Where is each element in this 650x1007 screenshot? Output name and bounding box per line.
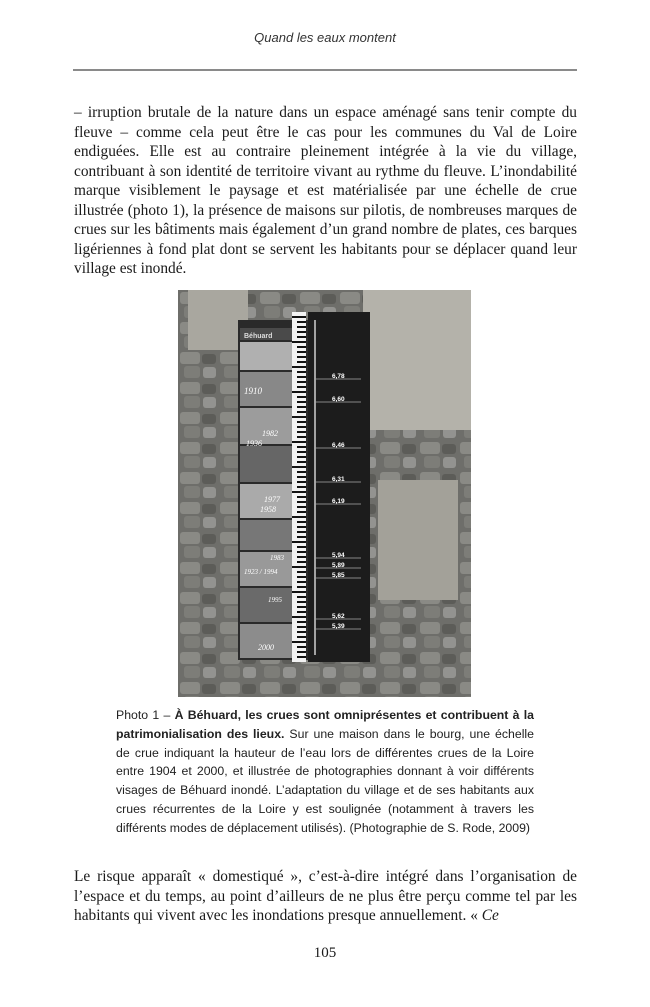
scale-tick [292, 416, 306, 418]
paragraph-2-text: Le risque apparaît « domestiqué », c’est-à-dire intégré dans l’organisation de l’espace et du temps, au point d’ailleurs de ne plus être perçu comme tel par les habitants qui vivent avec les inondations presque annuellement. « [74, 868, 577, 924]
scale-tick [292, 591, 306, 593]
scale-tick [297, 651, 306, 653]
scale-tick [297, 526, 306, 528]
year-label: 1977 [264, 495, 280, 504]
scale-tick [297, 581, 306, 583]
scale-tick [297, 656, 306, 658]
scale-tick [292, 616, 306, 618]
scale-tick [297, 531, 306, 533]
scale-tick [292, 441, 306, 443]
scale-tick [297, 321, 306, 323]
caption-prefix: Photo 1 – [116, 708, 175, 722]
scale-tick [292, 366, 306, 368]
svg-text:5,39: 5,39 [332, 623, 345, 630]
scale-tick [297, 596, 306, 598]
scale-tick [292, 641, 306, 643]
scale-tick [297, 326, 306, 328]
scale-tick [297, 451, 306, 453]
header-rule [73, 69, 577, 71]
page-number: 105 [313, 945, 337, 961]
paragraph-2-italic: Ce [481, 907, 499, 924]
scale-tick [297, 496, 306, 498]
photo-caption [116, 706, 534, 838]
paragraph-2 [74, 867, 577, 926]
scale-tick [297, 401, 306, 403]
caption-title: À Béhuard, les crues sont omniprésentes et contribuent à la patrimonialisation des lieux. [116, 708, 534, 741]
scale-tick [297, 411, 306, 413]
paragraph-1: – irruption brutale de la nature dans un espace aménagé sans tenir compte du fleuve – comme cela peut être le cas pour les communes du Val de Loire endiguées. Elle est au contraire pleinement intégrée à la vie du village, contribuant à son identité de territoire vivant au rythme du fleuve. L’inondabilité marque visiblement le paysage et est matérialisée par une échelle de crue illustrée (photo 1), la présence de maisons sur pilotis, de nombreuses marques de crues sur les bâtiments mais également d’un grand nombre de plates, ces barques ligériennes à fond plat dont se servent les habitants pour se déplacer quand leur village est inondé. [74, 104, 577, 277]
scale-tick [297, 476, 306, 478]
scale-tick [297, 461, 306, 463]
scale-tick [297, 626, 306, 628]
scale-tick [297, 576, 306, 578]
scale-tick [297, 501, 306, 503]
scale-tick [297, 381, 306, 383]
scale-tick [297, 421, 306, 423]
scale-tick [297, 586, 306, 588]
photo-illustration [178, 290, 471, 697]
scale-tick [297, 446, 306, 448]
scale-tick [297, 646, 306, 648]
sign-title: Béhuard [244, 333, 273, 340]
scale-tick [297, 456, 306, 458]
scale-tick [292, 341, 306, 343]
scale-tick [297, 386, 306, 388]
scale-tick [297, 426, 306, 428]
scale-tick [297, 346, 306, 348]
svg-text:6,46: 6,46 [332, 442, 345, 449]
scale-tick [297, 376, 306, 378]
running-title: Quand les eaux montent [254, 30, 396, 45]
year-label: 1923 / 1994 [244, 568, 278, 576]
svg-text:6,78: 6,78 [332, 373, 345, 380]
scale-tick [297, 396, 306, 398]
scale-tick [292, 491, 306, 493]
scale-tick [297, 621, 306, 623]
scale-tick [297, 431, 306, 433]
svg-text:5,89: 5,89 [332, 562, 345, 569]
light-stone-block [363, 290, 471, 430]
year-label: 1910 [244, 386, 262, 396]
scale-tick [297, 571, 306, 573]
year-label: 1995 [268, 596, 282, 604]
level-board [308, 312, 370, 662]
scale-tick [297, 536, 306, 538]
scale-tick [292, 541, 306, 543]
year-label: 1936 [246, 439, 262, 448]
caption-text: Sur une maison dans le bourg, une échelle de crue indiquant la hauteur de l’eau lors de différentes crues de la Loire entre 1904 et 2000, et illustrée de photographies donnant à voir différents visages de Béhuard inondé. L’adaptation du village et de ses habitants aux crues récurrentes de la Loire y est soulignée (notamment à travers les différents modes de déplacement utilisés). (Photographie de S. Rode, 2009) [116, 726, 534, 835]
scale-tick [292, 391, 306, 393]
scale-tick [297, 506, 306, 508]
scale-tick [292, 516, 306, 518]
scale-tick [297, 471, 306, 473]
photo-strip-tiles [240, 328, 292, 658]
scale-tick [297, 611, 306, 613]
scale-tick [297, 406, 306, 408]
scale-tick [297, 336, 306, 338]
scale-tick [297, 551, 306, 553]
scale-tick [297, 331, 306, 333]
year-label: 1958 [260, 505, 276, 514]
scale-tick [297, 606, 306, 608]
scale-tick [297, 556, 306, 558]
scale-tick [297, 546, 306, 548]
flood-scale-photo [178, 290, 471, 697]
scale-tick [297, 631, 306, 633]
scale-tick [292, 466, 306, 468]
scale-tick [297, 601, 306, 603]
svg-text:6,60: 6,60 [332, 396, 345, 403]
scale-tick [292, 566, 306, 568]
svg-text:5,62: 5,62 [332, 613, 345, 620]
scale-tick [297, 486, 306, 488]
scale-tick [297, 371, 306, 373]
svg-text:6,31: 6,31 [332, 476, 345, 483]
scale-tick [297, 356, 306, 358]
scale-tick [297, 636, 306, 638]
scale-tick [297, 521, 306, 523]
light-stone-block-right [378, 480, 458, 600]
scale-tick [297, 351, 306, 353]
scale-tick [297, 561, 306, 563]
year-label: 1982 [262, 429, 278, 438]
scale-tick [292, 316, 306, 318]
year-label: 2000 [258, 643, 274, 652]
scale-tick [297, 481, 306, 483]
svg-text:5,85: 5,85 [332, 572, 345, 579]
svg-text:6,19: 6,19 [332, 498, 345, 505]
svg-text:5,94: 5,94 [332, 552, 345, 559]
scale-tick [297, 511, 306, 513]
scale-tick [297, 361, 306, 363]
year-label: 1983 [270, 554, 284, 562]
scale-tick [297, 436, 306, 438]
